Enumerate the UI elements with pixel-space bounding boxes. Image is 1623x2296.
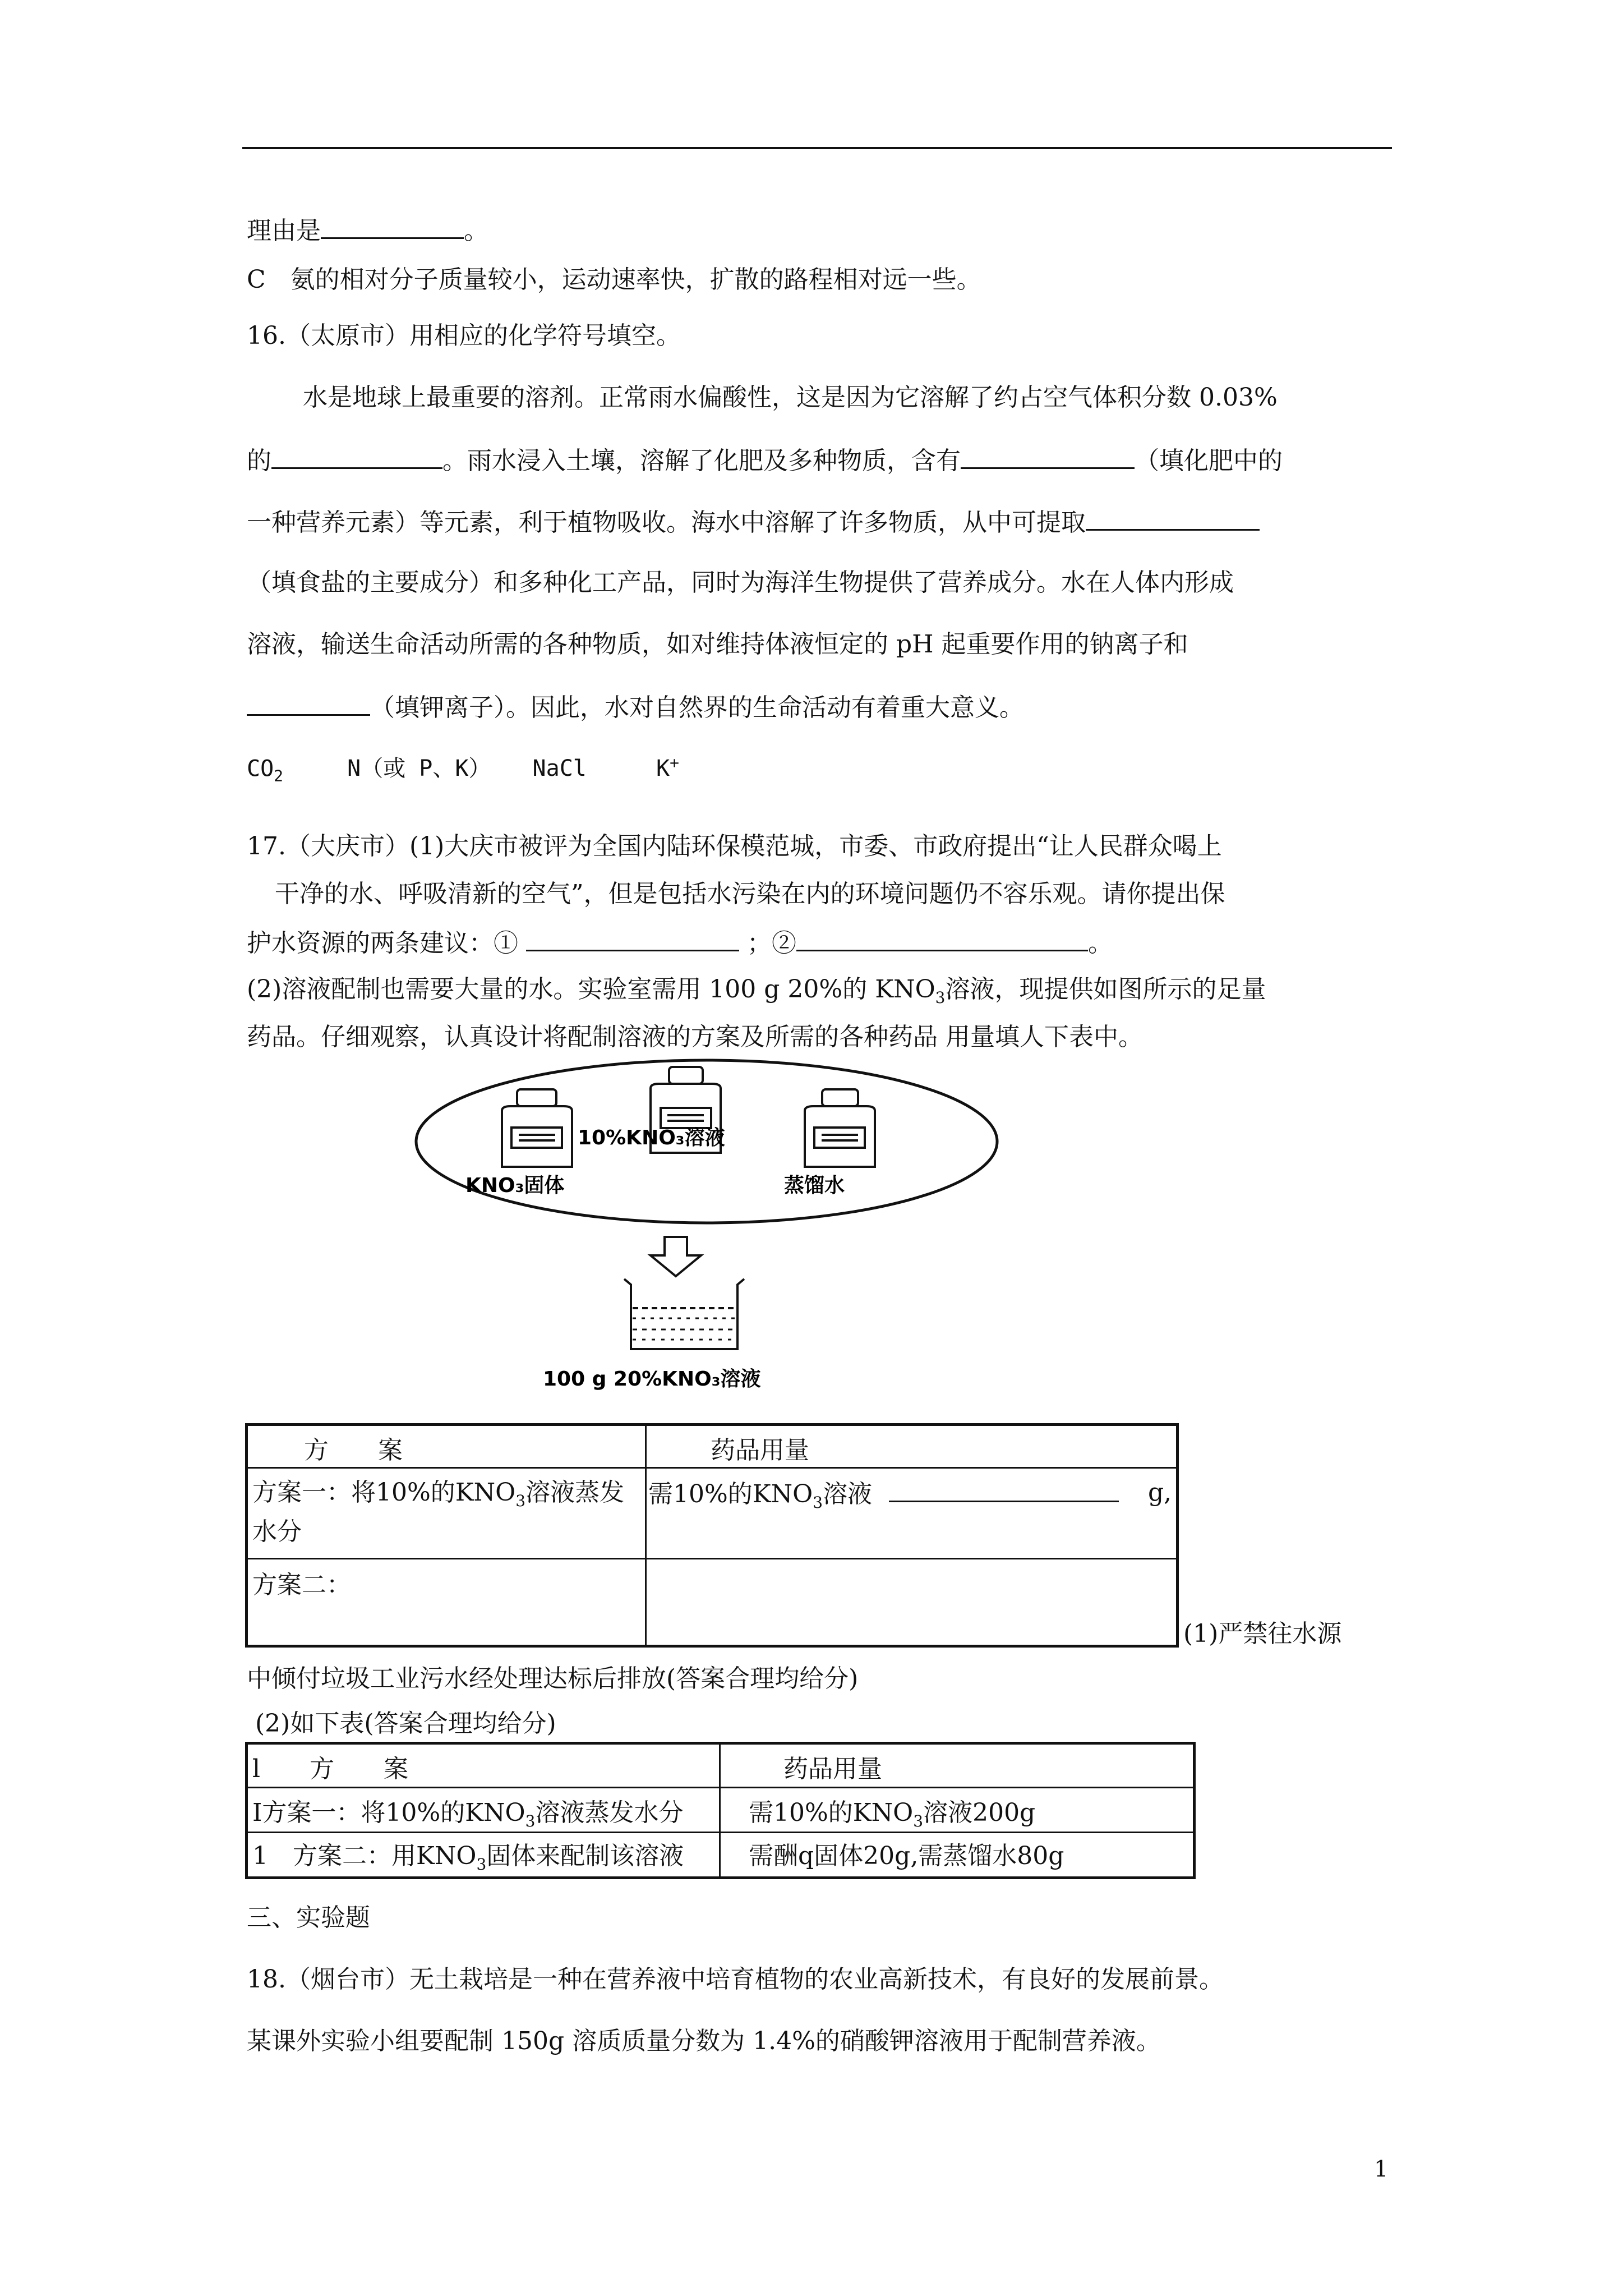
text-period: 。 xyxy=(464,217,488,245)
label-solid: KNO₃固体 xyxy=(465,1174,565,1197)
table1-plan1-cont: 水分 xyxy=(252,1517,302,1546)
bottle-solid-icon xyxy=(502,1089,572,1167)
question-18-line-1: 18.（烟台市）无土栽培是一种在营养液中培育植物的农业高新技术，有良好的发展前景。 xyxy=(247,1965,1224,1994)
text: 的 xyxy=(247,447,271,475)
text: 溶液，现提供如图所示的足量 xyxy=(945,975,1266,1004)
subscript: 3 xyxy=(515,1491,526,1510)
text: 溶液 xyxy=(823,1480,873,1508)
text: 方案一：将10%的KNO xyxy=(252,1478,516,1507)
subscript: 3 xyxy=(935,988,946,1007)
fill-blank xyxy=(271,445,442,469)
answer-15: C 氨的相对分子质量较小，运动速率快，扩散的路程相对远一些。 xyxy=(247,265,981,294)
table1-plan2: 方案二： xyxy=(252,1571,351,1599)
text: 1 方案二：用KNO xyxy=(252,1842,477,1870)
answer-17-1: (1)严禁往水源 xyxy=(1183,1619,1342,1648)
arrow-down-icon xyxy=(651,1237,701,1276)
fill-blank xyxy=(796,927,1088,951)
question-16: 16.（太原市）用相应的化学符号填空。 xyxy=(247,321,681,350)
question-17-line-4 xyxy=(247,975,1266,1007)
text: 需10%的KNO xyxy=(749,1798,914,1827)
q16-paragraph-line-6 xyxy=(247,692,1024,723)
reagent-diagram xyxy=(409,1055,1004,1391)
text: （填钾离子）。因此，水对自然界的生命活动有着重大意义。 xyxy=(370,693,1024,722)
answer-k: K xyxy=(656,756,670,782)
q16-paragraph-line-1: 水是地球上最重要的溶剂。正常雨水偏酸性，这是因为它溶解了约占空气体积分数 0.03% xyxy=(303,383,1278,412)
page-number: 1 xyxy=(1374,2156,1389,2182)
answer-16 xyxy=(247,753,679,785)
plan-table xyxy=(245,1423,1179,1648)
answer-17-3: (2)如下表(答案合理均给分) xyxy=(255,1709,556,1738)
text: （填化肥中的 xyxy=(1135,447,1283,475)
text: 。雨水浸入土壤，溶解了化肥及多种物质，含有 xyxy=(442,447,961,475)
answer-17-2: 中倾付垃圾工业污水经处理达标后排放(答案合理均给分) xyxy=(247,1664,859,1693)
text: I方案一：将10%的KNO xyxy=(252,1798,525,1827)
fill-blank xyxy=(247,692,370,716)
header-rule xyxy=(242,147,1392,149)
text: 溶液200g xyxy=(923,1798,1036,1827)
table2-header-plan: l 方 案 xyxy=(252,1755,409,1783)
subscript: 3 xyxy=(525,1811,536,1830)
text: ；② xyxy=(747,929,796,958)
fill-blank xyxy=(1086,507,1260,531)
text: 一种营养元素）等元素，利于植物吸收。海水中溶解了许多物质，从中可提取 xyxy=(247,508,1086,537)
text: 护水资源的两条建议：① xyxy=(247,929,518,958)
question-17-line-3 xyxy=(247,927,1113,959)
subscript: 3 xyxy=(476,1855,487,1874)
question-17-line-1: 17.（大庆市）(1)大庆市被评为全国内陆环保模范城，市委、市政府提出“让人民群众喝上 xyxy=(247,832,1222,861)
answer-co2: CO xyxy=(247,756,274,782)
table2-amount2: 需酬q固体20g,需蒸馏水80g xyxy=(749,1842,1064,1870)
table2-plan2 xyxy=(252,1842,684,1874)
text-reason: 理由是 xyxy=(247,217,321,245)
text: 固体来配制该溶液 xyxy=(486,1842,684,1870)
q16-paragraph-line-4: （填食盐的主要成分）和多种化工产品，同时为海洋生物提供了营养成分。水在人体内形成 xyxy=(247,568,1234,597)
text: 溶液蒸发水分 xyxy=(535,1798,684,1827)
question-18-line-2: 某课外实验小组要配制 150g 溶质质量分数为 1.4%的硝酸钾溶液用于配制营养液。 xyxy=(247,2027,1161,2055)
bottle-water-icon xyxy=(805,1089,875,1167)
answer-n: N（或 P、K） xyxy=(347,756,491,782)
fill-blank xyxy=(321,215,464,239)
subscript: 3 xyxy=(813,1493,823,1512)
q16-paragraph-line-3 xyxy=(247,507,1260,538)
answer-nacl: NaCl xyxy=(532,756,587,782)
subscript: 3 xyxy=(913,1811,924,1830)
fill-blank xyxy=(961,445,1135,469)
answer-table xyxy=(245,1742,1196,1879)
label-solution: 10%KNO₃溶液 xyxy=(578,1126,725,1149)
question-17-line-2: 干净的水、呼吸清新的空气”，但是包括水污染在内的环境问题仍不容乐观。请你提出保 xyxy=(275,880,1225,908)
text: (2)溶液配制也需要大量的水。实验室需用 100 g 20%的 KNO xyxy=(247,975,935,1004)
fill-blank xyxy=(889,1478,1119,1502)
table2-plan1 xyxy=(252,1798,683,1830)
label-target: 100 g 20%KNO₃溶液 xyxy=(543,1368,761,1391)
table2-amount1 xyxy=(749,1798,1035,1830)
table1-header-plan: 方 案 xyxy=(304,1436,403,1465)
beaker-icon xyxy=(624,1279,744,1349)
subscript: 2 xyxy=(274,766,284,785)
section-heading: 三、实验题 xyxy=(247,1903,370,1932)
table2-header-amount: 药品用量 xyxy=(783,1755,882,1783)
label-water: 蒸馏水 xyxy=(784,1174,845,1197)
text: 溶液蒸发 xyxy=(525,1478,625,1507)
question-17-line-5: 药品。仔细观察，认真设计将配制溶液的方案及所需的各种药品 用量填人下表中。 xyxy=(247,1023,1143,1051)
table1-header-amount: 药品用量 xyxy=(711,1436,809,1465)
fill-blank xyxy=(526,927,739,951)
table1-unit: g, xyxy=(1148,1478,1172,1507)
table1-plan1 xyxy=(252,1478,624,1510)
q16-paragraph-line-2 xyxy=(247,445,1283,476)
table1-amount1 xyxy=(648,1478,1119,1512)
text: 。 xyxy=(1088,929,1113,958)
line-reason xyxy=(247,215,488,246)
superscript: + xyxy=(670,753,679,772)
text: 需10%的KNO xyxy=(648,1480,813,1508)
q16-paragraph-line-5: 溶液，输送生命活动所需的各种物质，如对维持体液恒定的 pH 起重要作用的钠离子和 xyxy=(247,630,1188,659)
